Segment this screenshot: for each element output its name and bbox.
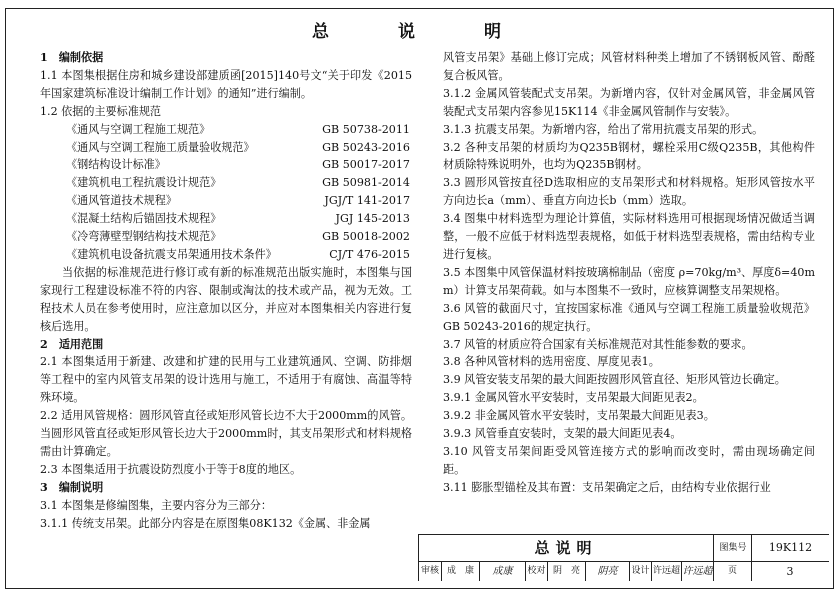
design-label: 设计 xyxy=(629,562,651,581)
paragraph: 3.7 风管的材质应符合国家有关标准规范对其性能参数的要求。 xyxy=(443,337,753,351)
section-heading: 1 编制依据 xyxy=(40,51,104,64)
paragraph: 3.9.1 金属风管水平安装时，支吊架最大间距见表2。 xyxy=(443,391,704,405)
page-title: 总 说 明 xyxy=(312,22,527,42)
standard-name: 《钢结构设计标准》 xyxy=(66,158,166,172)
standard-entry xyxy=(40,156,412,174)
standard-code: CJ/T 476-2015 xyxy=(329,247,410,261)
paragraph: 3.9 风管安装支吊架的最大间距按圆形风管直径、矩形风管边长确定。 xyxy=(443,373,786,387)
paragraph: 3.11 膨胀型锚栓及其布置：支吊架确定之后，由结构专业依据行业 xyxy=(443,480,771,494)
standard-code: GB 50981-2014 xyxy=(322,176,410,190)
standard-entry xyxy=(40,210,412,228)
title-block xyxy=(418,534,829,581)
paragraph: 2.3 本图集适用于抗震设防烈度小于等于8度的地区。 xyxy=(40,462,302,476)
paragraph: 1.2 依据的主要标准规范 xyxy=(40,104,162,118)
paragraph: 3.4 图集中材料选型为理论计算值，实际材料选用可根据现场情况做适当调整，一般不应低于材料选型表规格，如低于材料选型表规格，需由结构专业进行复核。 xyxy=(443,212,815,261)
standard-code: GB 50243-2016 xyxy=(322,140,410,154)
designer-signature: 许远超 xyxy=(681,562,713,581)
paragraph: 2.1 本图集适用于新建、改建和扩建的民用与工业建筑通风、空调、防排烟等工程中的室内风管支吊架的设计选用与施工，不适用于有腐蚀、高温等特殊环境。 xyxy=(40,355,412,405)
standard-entry xyxy=(40,121,412,139)
paragraph: 3.1.2 金属风管装配式支吊架。为新增内容，仅针对金属风管，非金属风管装配式支吊架内容参见15K114《非金属风管制作与安装》。 xyxy=(443,86,815,118)
paragraph: 3.2 各种支吊架的材质均为Q235B钢材，螺栓采用C级Q235B，其他构件材质除特殊说明外，也均为Q235B钢材。 xyxy=(443,140,815,172)
checker-signature: 阴亮 xyxy=(585,562,629,581)
check-label: 校对 xyxy=(525,562,547,581)
standard-entry xyxy=(40,192,412,210)
atlas-number: 19K112 xyxy=(751,535,829,561)
standard-name: 《建筑机电设备抗震支吊架通用技术条件》 xyxy=(66,247,277,261)
standard-code: GB 50738-2011 xyxy=(322,122,410,136)
paragraph: 风管支吊架》基础上修订完成；风管材料种类上增加了不锈钢板风管、酚醛复合板风管。 xyxy=(443,51,815,82)
standard-name: 《通风管道技术规程》 xyxy=(66,194,177,208)
paragraph: 3.1.1 传统支吊架。此部分内容是在原图集08K132《金属、非金属 xyxy=(40,516,371,530)
paragraph: 3.9.2 非金属风管水平安装时，支吊架最大间距见表3。 xyxy=(443,409,715,423)
paragraph: 1.1 本图集根据住房和城乡建设部建质函[2015]140号文“关于印发《2015年国家建筑标准设计编制工作计划》的通知”进行编制。 xyxy=(40,68,412,100)
signature-row xyxy=(419,562,829,581)
left-column xyxy=(40,49,412,532)
right-column xyxy=(443,49,815,497)
reviewer-name: 成 康 xyxy=(441,562,479,581)
section-heading: 2 适用范围 xyxy=(40,337,104,351)
review-label: 审核 xyxy=(420,566,439,576)
paragraph: 3.1 本图集是修编图集，主要内容分为三部分： xyxy=(40,498,272,512)
paragraph: 3.10 风管支吊架间距受风管连接方式的影响而改变时，需由现场确定间距。 xyxy=(443,444,815,476)
standard-code: JGJ 145-2013 xyxy=(335,212,410,226)
designer-name: 许远超 xyxy=(651,562,681,581)
paragraph: 3.1.3 抗震支吊架。为新增内容，给出了常用抗震支吊架的形式。 xyxy=(443,122,764,136)
standard-entry xyxy=(40,228,412,246)
paragraph: 2.2 适用风管规格：圆形风管直径或矩形风管长边不大于2000mm的风管。当圆形风管直径或矩形风管长边大于2000mm时，其支吊架形式和材料规格需由计算确定。 xyxy=(40,409,412,458)
page-label: 页 xyxy=(713,562,751,581)
standard-entry xyxy=(40,246,412,264)
standard-name: 《混凝土结构后锚固技术规程》 xyxy=(66,212,222,226)
standard-code: GB 50017-2017 xyxy=(322,158,410,172)
standard-entry xyxy=(40,174,412,192)
atlas-number-label: 图集号 xyxy=(713,535,752,561)
paragraph: 3.3 圆形风管按直径D选取相应的支吊架形式和材料规格。矩形风管按水平方向边长a（mm）、垂直方向边长b（mm）选取。 xyxy=(443,176,815,208)
reviewer-signature: 成康 xyxy=(479,562,525,581)
standard-code: GB 50018-2002 xyxy=(322,230,410,244)
standard-name: 《通风与空调工程施工规范》 xyxy=(66,122,211,136)
drawing-sheet xyxy=(5,8,834,589)
paragraph: 3.6 风管的截面尺寸，宜按国家标准《通风与空调工程施工质量验收规范》GB 50243-2016的规定执行。 xyxy=(443,301,815,333)
standard-code: JGJ/T 141-2017 xyxy=(324,194,410,208)
checker-name: 阴 亮 xyxy=(547,562,585,581)
standard-entry xyxy=(40,139,412,157)
standard-name: 《通风与空调工程施工质量验收规范》 xyxy=(66,140,255,154)
paragraph: 3.8 各种风管材料的选用密度、厚度见表1。 xyxy=(443,355,660,369)
paragraph: 3.9.3 风管垂直安装时，支架的最大间距见表4。 xyxy=(443,427,682,441)
standard-name: 《建筑机电工程抗震设计规范》 xyxy=(66,176,222,190)
paragraph: 3.5 本图集中风管保温材料按玻璃棉制品（密度 ρ=70kg/m³、厚度δ=40mm）计算支吊架荷载。如与本图集不一致时，应核算调整支吊架规格。 xyxy=(443,265,815,297)
drawing-name: 总说明 xyxy=(534,539,598,557)
standard-name: 《冷弯薄壁型钢结构技术规范》 xyxy=(66,230,222,244)
page-number: 3 xyxy=(751,562,828,581)
section-heading: 3 编制说明 xyxy=(40,480,104,494)
paragraph: 当依据的标准规范进行修订或有新的标准规范出版实施时，本图集与国家现行工程建设标准不符的内容、限制或淘汰的技术或产品，视为无效。工程技术人员在参考使用时，应注意加以区分，并应对本图集相关内容进行复核后选用。 xyxy=(40,265,412,333)
